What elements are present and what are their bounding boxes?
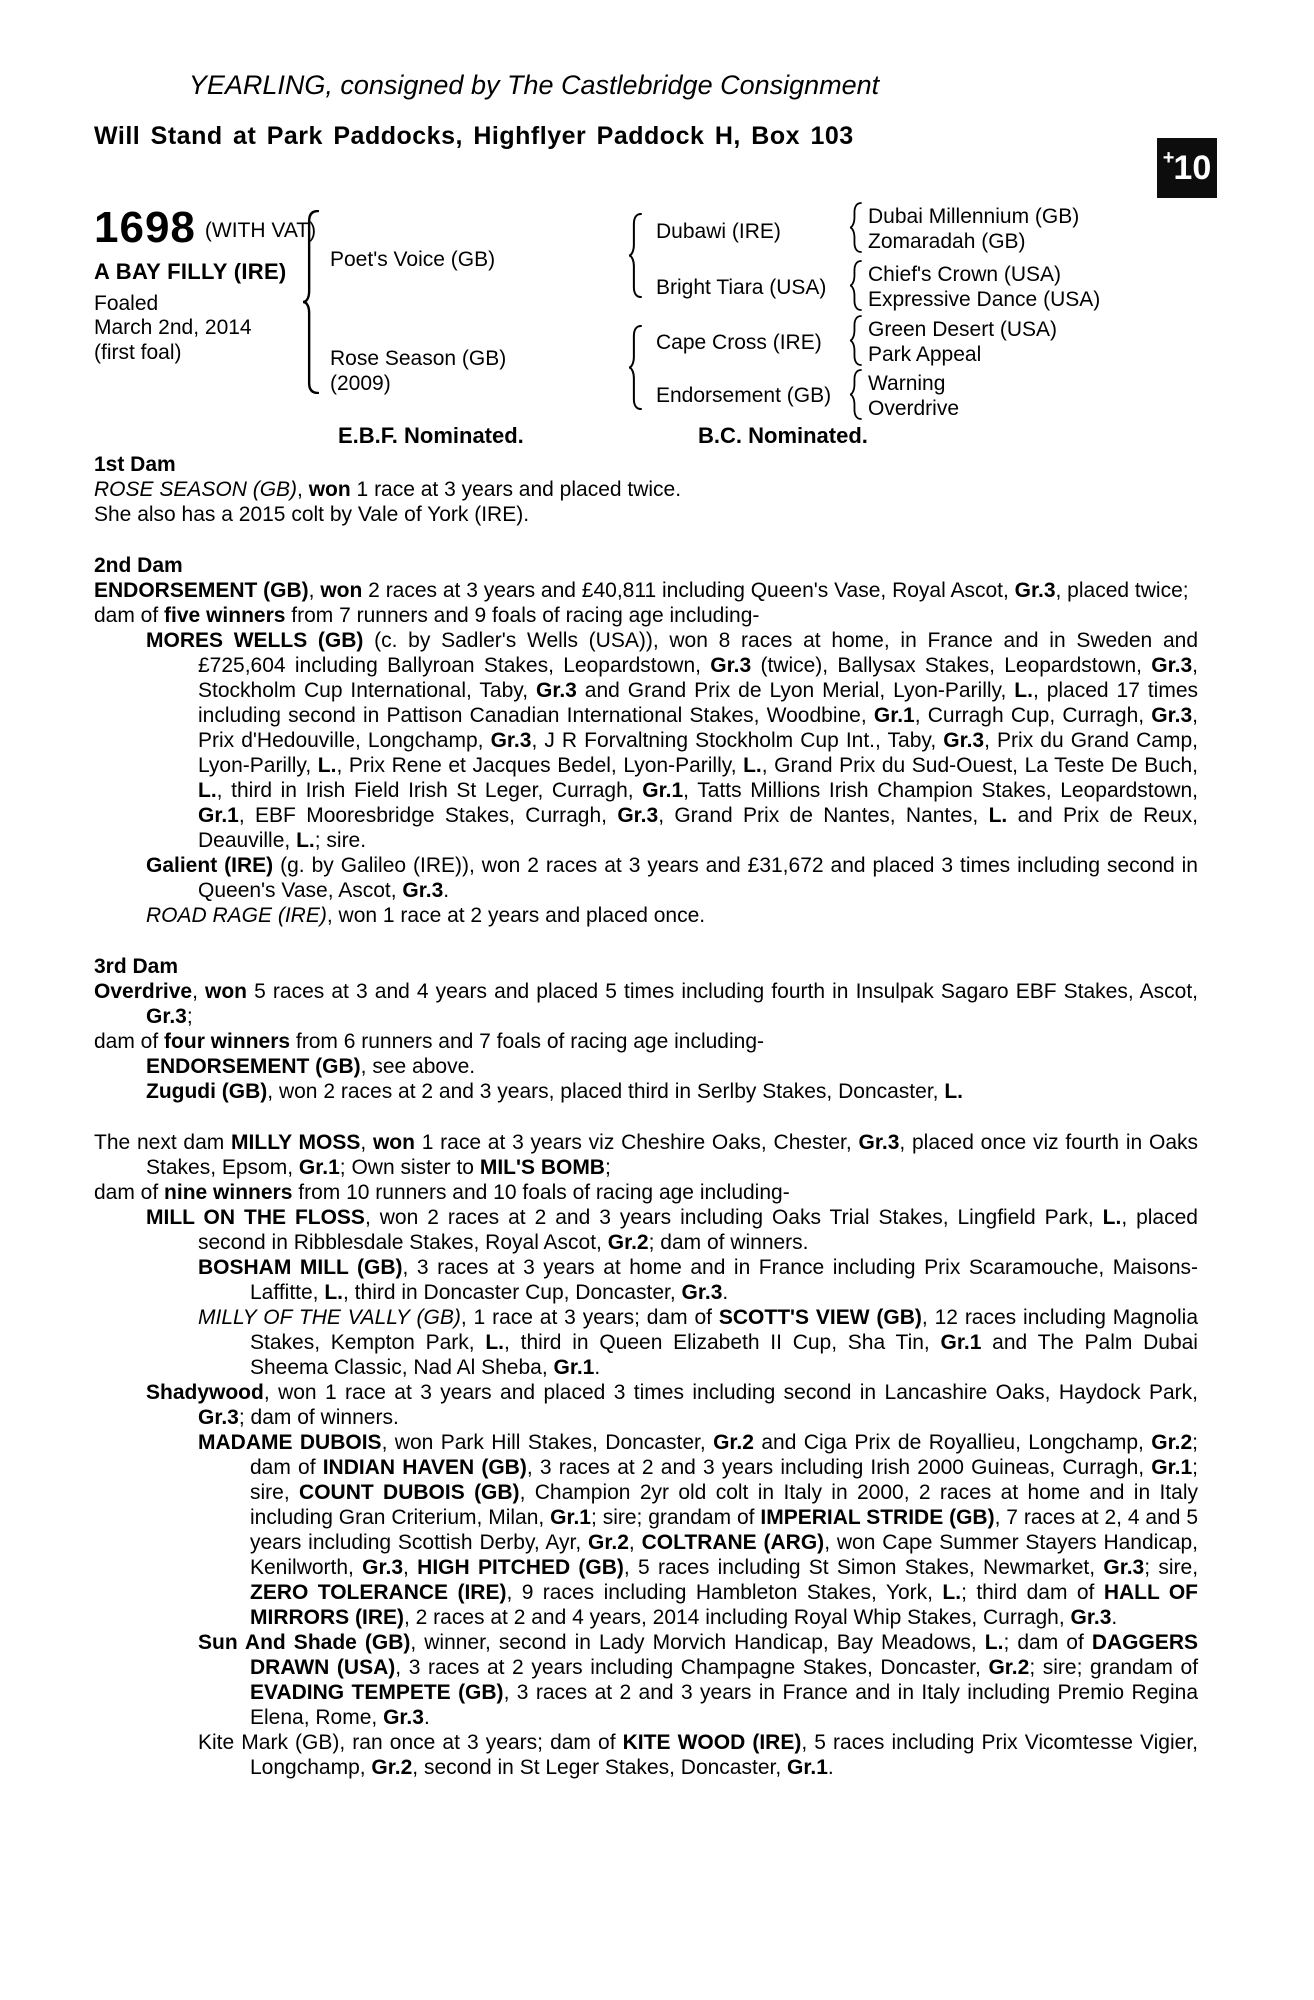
pedigree-paragraph: Overdrive, won 5 races at 3 and 4 years and placed 5 times including fourth in Insulpak Sagaro EBF Stakes, Ascot, Gr.3; <box>94 980 1198 1028</box>
pedigree-paragraph: ENDORSEMENT (GB), won 2 races at 3 years and £40,811 including Queen's Vase, Royal Ascot, Gr.3, placed twice; <box>94 579 1189 602</box>
foaled-date: March 2nd, 2014 <box>94 316 252 339</box>
bc-nominated-label: B.C. Nominated. <box>698 423 868 448</box>
foaled-label: Foaled <box>94 292 159 315</box>
dam-section <box>94 1130 1198 1780</box>
pedigree-gen3-name: Chief's Crown (USA) <box>868 263 1062 286</box>
ebf-nominated-label: E.B.F. Nominated. <box>338 423 524 448</box>
pedigree-paragraph: Zugudi (GB), won 2 races at 2 and 3 years, placed third in Serlby Stakes, Doncaster, L. <box>146 1080 963 1103</box>
pedigree-paragraph: She also has a 2015 colt by Vale of York (IRE). <box>94 503 530 526</box>
dam-section-heading: 3rd Dam <box>94 955 179 978</box>
first-foal-note: (first foal) <box>94 341 182 364</box>
pedigree-paragraph: Sun And Shade (GB), winner, second in Lady Morvich Handicap, Bay Meadows, L.; dam of DAGGERS DRAWN (USA), 3 races at 2 years including Champagne Stakes, Doncaster, Gr.2; sire; grandam of EVADING TEMPETE (GB), 3 races at 2 and 3 years in France and in Italy including Premio Regina Elena, Rome, Gr.3. <box>198 1631 1199 1729</box>
pedigree-paragraph: The next dam MILLY MOSS, won 1 race at 3 years viz Cheshire Oaks, Chester, Gr.3, placed once viz fourth in Oaks Stakes, Epsom, Gr.1; Own sister to MIL'S BOMB; <box>94 1131 1198 1179</box>
pedigree-paragraph: dam of five winners from 7 runners and 9 foals of racing age including- <box>94 604 760 627</box>
pedigree-gen3-name: Park Appeal <box>868 343 982 366</box>
dam-section <box>94 954 1198 1104</box>
lot-header <box>94 203 317 252</box>
horse-description: A BAY FILLY (IRE) <box>94 259 287 284</box>
pedigree-paragraph: MILLY OF THE VALLY (GB), 1 race at 3 years; dam of SCOTT'S VIEW (GB), 12 races including Magnolia Stakes, Kempton Park, L., third in Queen Elizabeth II Cup, Sha Tin, Gr.1 and The Palm Dubai Sheema Classic, Nad Al Sheba, Gr.1. <box>198 1306 1199 1379</box>
pedigree-paragraph: ROSE SEASON (GB), won 1 race at 3 years and placed twice. <box>94 478 682 501</box>
brace-icon <box>302 210 319 394</box>
pedigree-gen3-name: Expressive Dance (USA) <box>868 288 1101 311</box>
pedigree-sire-sire: Dubawi (IRE) <box>656 220 781 243</box>
brace-icon <box>849 202 862 253</box>
stand-location-line: Will Stand at Park Paddocks, Highflyer Paddock H, Box 103 <box>94 122 854 150</box>
pedigree-paragraph: BOSHAM MILL (GB), 3 races at 3 years at home and in France including Prix Scaramouche, Maisons-Laffitte, L., third in Doncaster Cup, Doncaster, Gr.3. <box>198 1256 1198 1304</box>
pedigree-dam-dam: Endorsement (GB) <box>656 384 832 407</box>
brace-icon <box>849 260 862 311</box>
brace-icon <box>849 315 862 366</box>
pedigree-paragraph: Galient (IRE) (g. by Galileo (IRE)), won 2 races at 3 years and £31,672 and placed 3 times including second in Queen's Vase, Ascot, Gr.3. <box>146 854 1198 902</box>
badge-number: 10 <box>1173 149 1212 187</box>
dam-section <box>94 452 1198 527</box>
vat-note: (WITH VAT) <box>204 219 317 242</box>
pedigree-dam-sire: Cape Cross (IRE) <box>656 331 822 354</box>
lot-number: 1698 <box>94 203 196 252</box>
pedigree-gen3-name: Overdrive <box>868 397 960 420</box>
pedigree-dam-year: (2009) <box>330 372 391 395</box>
dam-section-heading: 1st Dam <box>94 453 176 476</box>
pedigree-sire: Poet's Voice (GB) <box>330 248 496 271</box>
pedigree-sire-dam: Bright Tiara (USA) <box>656 276 827 299</box>
brace-icon <box>849 369 862 420</box>
pedigree-text <box>94 452 1198 1780</box>
pedigree-paragraph: MILL ON THE FLOSS, won 2 races at 2 and 3 years including Oaks Trial Stakes, Lingfield Park, L., placed second in Ribblesdale Stakes, Royal Ascot, Gr.2; dam of winners. <box>146 1206 1198 1254</box>
pedigree-paragraph: ENDORSEMENT (GB), see above. <box>146 1055 476 1078</box>
pedigree-paragraph: dam of four winners from 6 runners and 7 foals of racing age including- <box>94 1030 764 1053</box>
pedigree-gen3-name: Dubai Millennium (GB) <box>868 205 1080 228</box>
plus10-badge <box>1157 138 1217 198</box>
plus-icon: + <box>1162 147 1175 169</box>
pedigree-paragraph: MADAME DUBOIS, won Park Hill Stakes, Doncaster, Gr.2 and Ciga Prix de Royallieu, Longchamp, Gr.2; dam of INDIAN HAVEN (GB), 3 races at 2 and 3 years including Irish 2000 Guineas, Curragh, Gr.1; sire, COUNT DUBOIS (GB), Champion 2yr old colt in Italy in 2000, 2 races at home and in Italy including Gran Criterium, Milan, Gr.1; sire; grandam of IMPERIAL STRIDE (GB), 7 races at 2, 4 and 5 years including Scottish Derby, Ayr, Gr.2, COLTRANE (ARG), won Cape Summer Stayers Handicap, Kenilworth, Gr.3, HIGH PITCHED (GB), 5 races including St Simon Stakes, Newmarket, Gr.3; sire, ZERO TOLERANCE (IRE), 9 races including Hambleton Stakes, York, L.; third dam of HALL OF MIRRORS (IRE), 2 races at 2 and 4 years, 2014 including Royal Whip Stakes, Curragh, Gr.3. <box>198 1431 1199 1629</box>
pedigree-dam: Rose Season (GB) <box>330 347 507 370</box>
pedigree-paragraph: ROAD RAGE (IRE), won 1 race at 2 years and placed once. <box>146 904 706 927</box>
pedigree-paragraph: MORES WELLS (GB) (c. by Sadler's Wells (USA)), won 8 races at home, in France and in Sweden and £725,604 including Ballyroan Stakes, Leopardstown, Gr.3 (twice), Ballysax Stakes, Leopardstown, Gr.3, Stockholm Cup International, Taby, Gr.3 and Grand Prix de Lyon Merial, Lyon-Parilly, L., placed 17 times including second in Pattison Canadian International Stakes, Woodbine, Gr.1, Curragh Cup, Curragh, Gr.3, Prix d'Hedouville, Longchamp, Gr.3, J R Forvaltning Stockholm Cup Int., Taby, Gr.3, Prix du Grand Camp, Lyon-Parilly, L., Prix Rene et Jacques Bedel, Lyon-Parilly, L., Grand Prix du Sud-Ouest, La Teste De Buch, L., third in Irish Field Irish St Leger, Curragh, Gr.1, Tatts Millions Irish Champion Stakes, Leopardstown, Gr.1, EBF Mooresbridge Stakes, Curragh, Gr.3, Grand Prix de Nantes, Nantes, L. and Prix de Reux, Deauville, L.; sire. <box>146 629 1198 852</box>
brace-icon <box>628 325 642 410</box>
pedigree-paragraph: Shadywood, won 1 race at 3 years and placed 3 times including second in Lancashire Oaks, Haydock Park, Gr.3; dam of winners. <box>146 1381 1198 1429</box>
pedigree-gen3-name: Warning <box>868 372 946 395</box>
pedigree-paragraph: dam of nine winners from 10 runners and 10 foals of racing age including- <box>94 1181 790 1204</box>
dam-section-heading: 2nd Dam <box>94 554 183 577</box>
pedigree-gen3-name: Zomaradah (GB) <box>868 230 1026 253</box>
page-title: YEARLING, consigned by The Castlebridge Consignment <box>188 70 880 100</box>
pedigree-gen3-name: Green Desert (USA) <box>868 318 1058 341</box>
brace-icon <box>628 213 642 298</box>
pedigree-paragraph: Kite Mark (GB), ran once at 3 years; dam of KITE WOOD (IRE), 5 races including Prix Vicomtesse Vigier, Longchamp, Gr.2, second in St Leger Stakes, Doncaster, Gr.1. <box>198 1731 1198 1779</box>
dam-section <box>94 553 1198 928</box>
